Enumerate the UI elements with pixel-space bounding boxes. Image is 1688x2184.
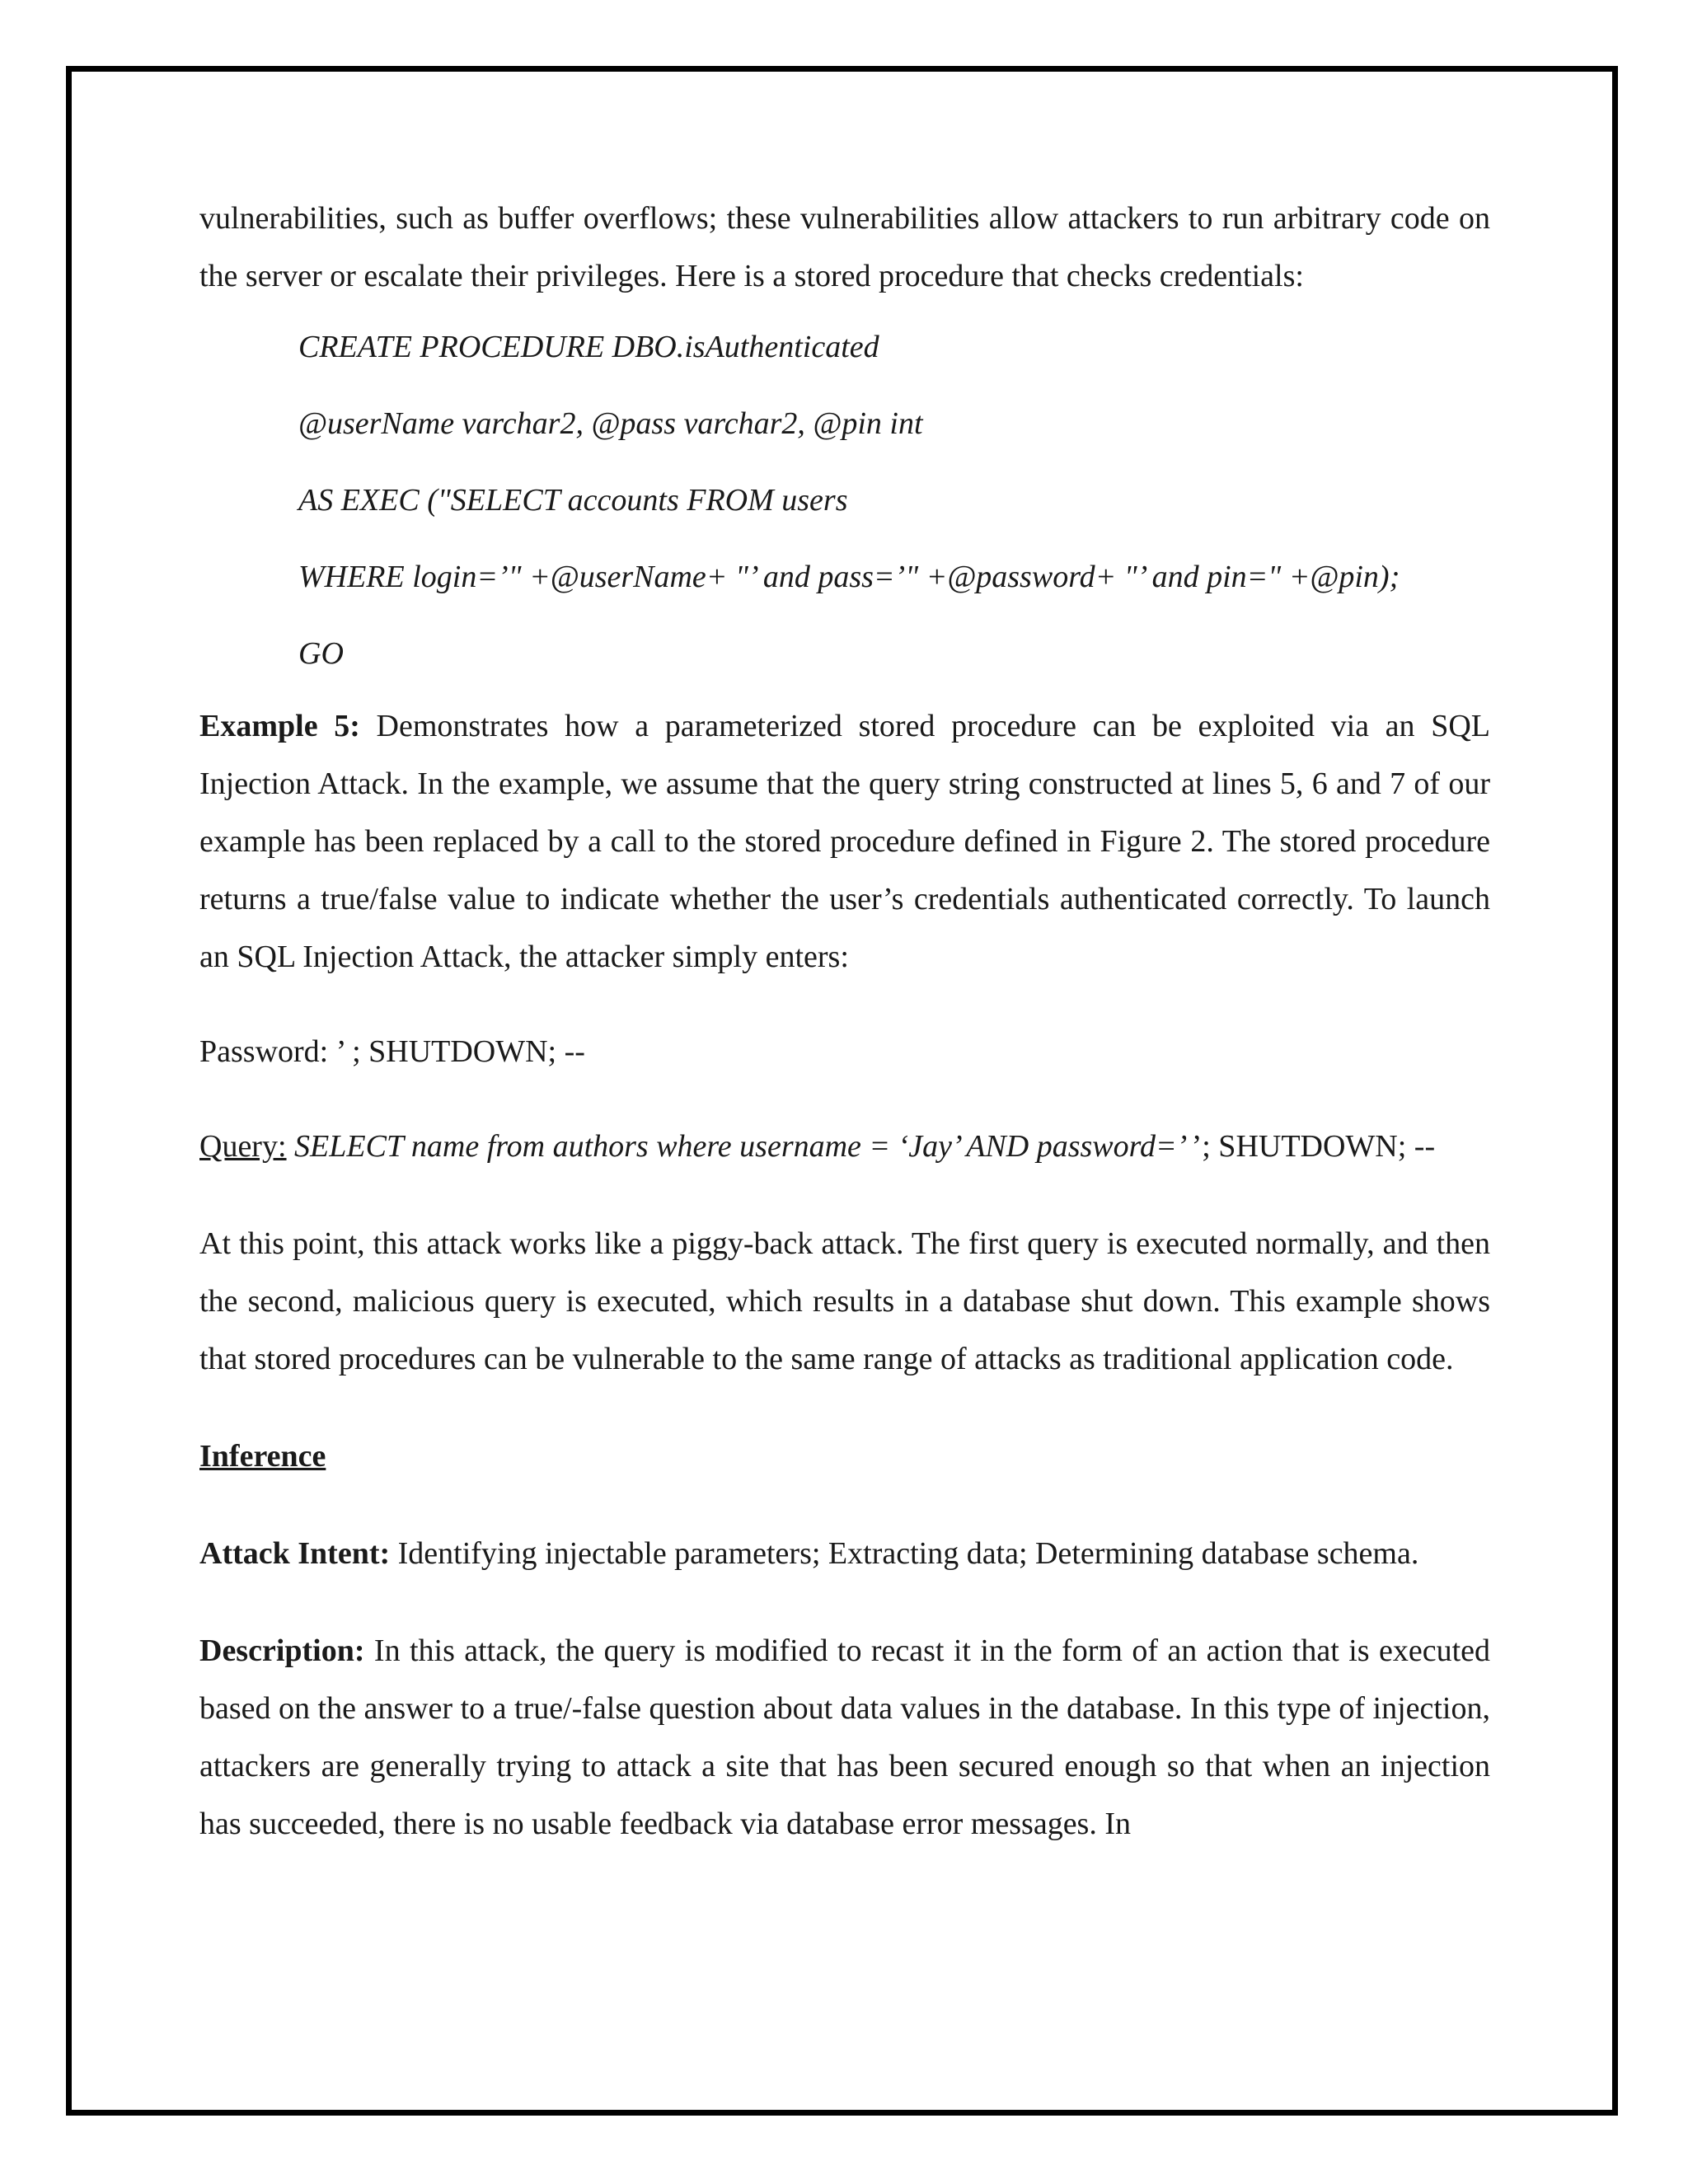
example5-text: Demonstrates how a parameterized stored procedure can be exploited via an SQL Injection Attack. In the example, we assume that the query string constructed at lines 5, 6 and 7 of our example has been replaced by a call to the stored procedure defined in Figure 2. The stored procedure returns a true/false value to indicate whether the user’s credentials authenticated correctly. To launch an SQL Injection Attack, the attacker simply enters: xyxy=(199,709,1490,974)
attack-intent-line xyxy=(199,1525,1490,1582)
attack-intent-text: Identifying injectable parameters; Extracting data; Determining database schema. xyxy=(390,1536,1419,1571)
document-body xyxy=(199,190,1490,1853)
query-label: Query: xyxy=(199,1129,287,1164)
query-line xyxy=(199,1118,1490,1175)
code-line: GO xyxy=(298,636,344,671)
code-line: AS EXEC ("SELECT accounts FROM users xyxy=(298,483,848,518)
code-line: @userName varchar2, @pass varchar2, @pin int xyxy=(298,406,923,441)
query-italic-text: SELECT name from authors where username = ‘Jay’ AND password=’ xyxy=(286,1129,1192,1164)
intro-paragraph: vulnerabilities, such as buffer overflows; these vulnerabilities allow attackers to run arbitrary code on the server or escalate their privileges. Here is a stored procedure that checks credentials: xyxy=(199,201,1490,293)
attack-intent-label: Attack Intent: xyxy=(199,1536,391,1571)
inference-heading: Inference xyxy=(199,1439,326,1474)
query-plain-text: ’; SHUTDOWN; -- xyxy=(1191,1129,1436,1164)
piggyback-paragraph: At this point, this attack works like a piggy-back attack. The first query is executed normally, and then the second, malicious query is executed, which results in a database shut down. This example shows that stored procedures can be vulnerable to the same range of attacks as traditional application code. xyxy=(199,1226,1490,1376)
code-line: CREATE PROCEDURE DBO.isAuthenticated xyxy=(298,330,879,364)
description-text: In this attack, the query is modified to recast it in the form of an action that is executed based on the answer to a true/-false question about data values in the database. In this type of injection, attackers are generally trying to attack a site that has been secured enough so that when an injection has succeeded, there is no usable feedback via database error messages. In xyxy=(199,1633,1490,1841)
example5-paragraph xyxy=(199,697,1490,986)
description-label: Description: xyxy=(199,1633,365,1668)
password-line: Password: ’ ; SHUTDOWN; -- xyxy=(199,1034,585,1069)
code-line: WHERE login=’" +@userName+ "’ and pass=’" +@password+ "’ and pin=" +@pin); xyxy=(298,560,1400,594)
description-paragraph xyxy=(199,1622,1490,1853)
stored-procedure-code xyxy=(199,309,1490,692)
example5-label: Example 5: xyxy=(199,709,360,743)
